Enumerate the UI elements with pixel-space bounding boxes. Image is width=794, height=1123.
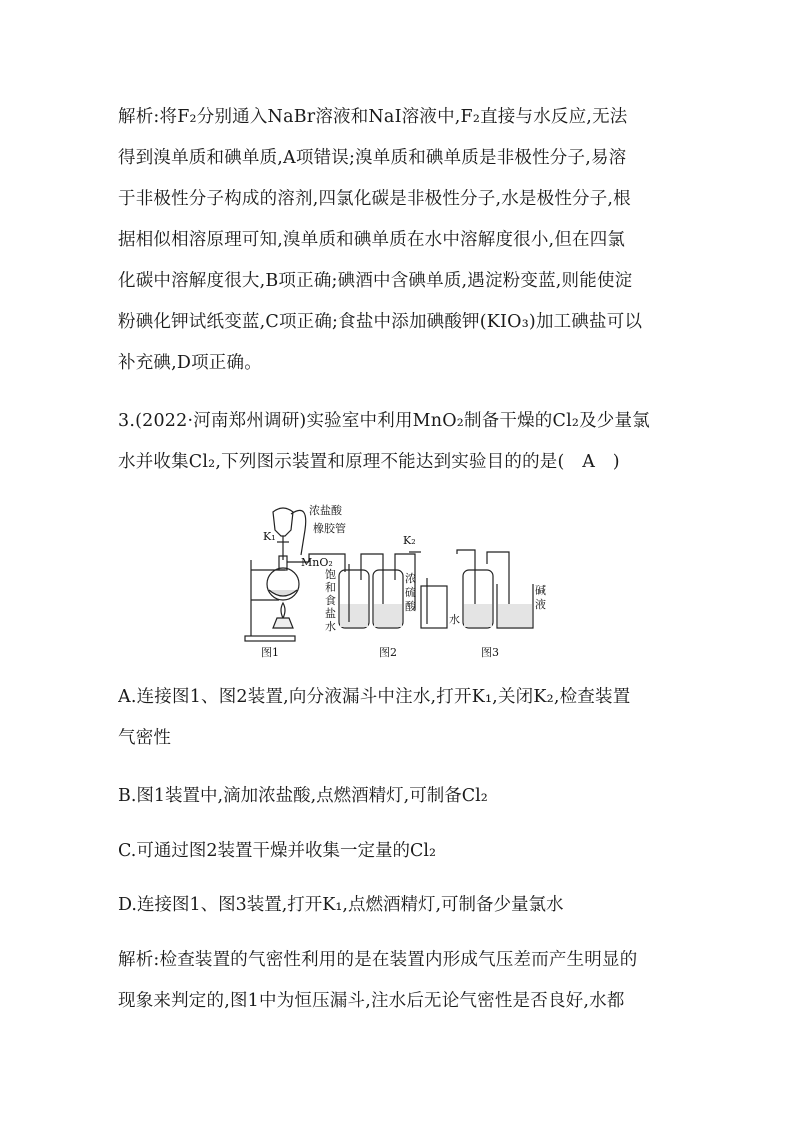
analysis-paragraph-1: [118, 97, 678, 384]
text-line: 现象来判定的,图1中为恒压漏斗,注水后无论气密性是否良好,水都: [118, 991, 625, 1011]
option-d: D.连接图1、图3装置,打开K₁,点燃酒精灯,可制备少量氯水: [118, 895, 564, 915]
apparatus-figure: [243, 500, 548, 660]
label-k2: K₂: [403, 534, 416, 547]
brine-liquid: [340, 604, 368, 627]
flask-liquid: [269, 590, 297, 596]
label-alkali-2: 液: [535, 598, 546, 611]
text-line: 于非极性分子构成的溶剂,四氯化碳是非极性分子,水是极性分子,根: [118, 189, 631, 209]
label-brine-5: 水: [325, 620, 336, 633]
text-line: 化碳中溶解度很大,B项正确;碘酒中含碘单质,遇淀粉变蓝,则能使淀: [118, 271, 633, 291]
text-line: 解析:将F₂分别通入NaBr溶液和NaI溶液中,F₂直接与水反应,无法: [118, 107, 628, 127]
text-line: 水并收集Cl₂,下列图示装置和原理不能达到实验目的的是( A ): [118, 452, 620, 472]
caption-fig2: 图2: [379, 646, 397, 659]
separating-funnel: [273, 508, 293, 536]
flame: [281, 603, 285, 618]
label-h2so4-1: 浓: [405, 572, 416, 585]
alkali-liquid: [498, 604, 532, 627]
label-brine-4: 盐: [325, 607, 336, 620]
text-line: 3.(2022·河南郑州调研)实验室中利用MnO₂制备干燥的Cl₂及少量氯: [118, 411, 650, 431]
stand-base: [245, 636, 295, 641]
label-rubber-tube: 橡胶管: [313, 522, 346, 535]
text-line: 得到溴单质和碘单质,A项错误;溴单质和碘单质是非极性分子,易溶: [118, 148, 627, 168]
water-liquid: [464, 604, 492, 627]
label-mno2: MnO₂: [301, 556, 333, 569]
label-alkali-1: 碱: [535, 584, 546, 597]
label-h2so4-2: 硫: [405, 586, 416, 599]
caption-fig3: 图3: [481, 646, 499, 659]
caption-fig1: 图1: [261, 646, 279, 659]
alcohol-lamp: [273, 618, 293, 628]
analysis-paragraph-2: [118, 940, 678, 1022]
option-a: [118, 677, 678, 759]
label-brine-2: 和: [325, 581, 336, 594]
label-brine-3: 食: [325, 594, 336, 607]
option-c: C.可通过图2装置干燥并收集一定量的Cl₂: [118, 841, 436, 861]
label-conc-hcl: 浓盐酸: [309, 504, 342, 517]
rubber-tube: [291, 510, 306, 555]
label-water: 水: [449, 613, 460, 626]
text-line: 气密性: [118, 728, 172, 748]
h2so4-liquid: [374, 604, 402, 627]
text-line: 解析:检查装置的气密性利用的是在装置内形成气压差而产生明显的: [118, 950, 638, 970]
label-k1: K₁: [263, 530, 276, 543]
text-line: A.连接图1、图2装置,向分液漏斗中注水,打开K₁,关闭K₂,检查装置: [118, 687, 631, 707]
collect-bottle: [421, 586, 447, 628]
label-brine-1: 饱: [325, 568, 336, 581]
text-line: 粉碘化钾试纸变蓝,C项正确;食盐中添加碘酸钾(KIO₃)加工碘盐可以: [118, 312, 643, 332]
option-b: B.图1装置中,滴加浓盐酸,点燃酒精灯,可制备Cl₂: [118, 786, 488, 806]
question-stem: [118, 401, 678, 483]
text-line: 据相似相溶原理可知,溴单质和碘单质在水中溶解度很小,但在四氯: [118, 230, 626, 250]
apparatus-diagram: [243, 500, 548, 660]
text-line: 补充碘,D项正确。: [118, 353, 262, 373]
label-h2so4-3: 酸: [405, 600, 416, 613]
